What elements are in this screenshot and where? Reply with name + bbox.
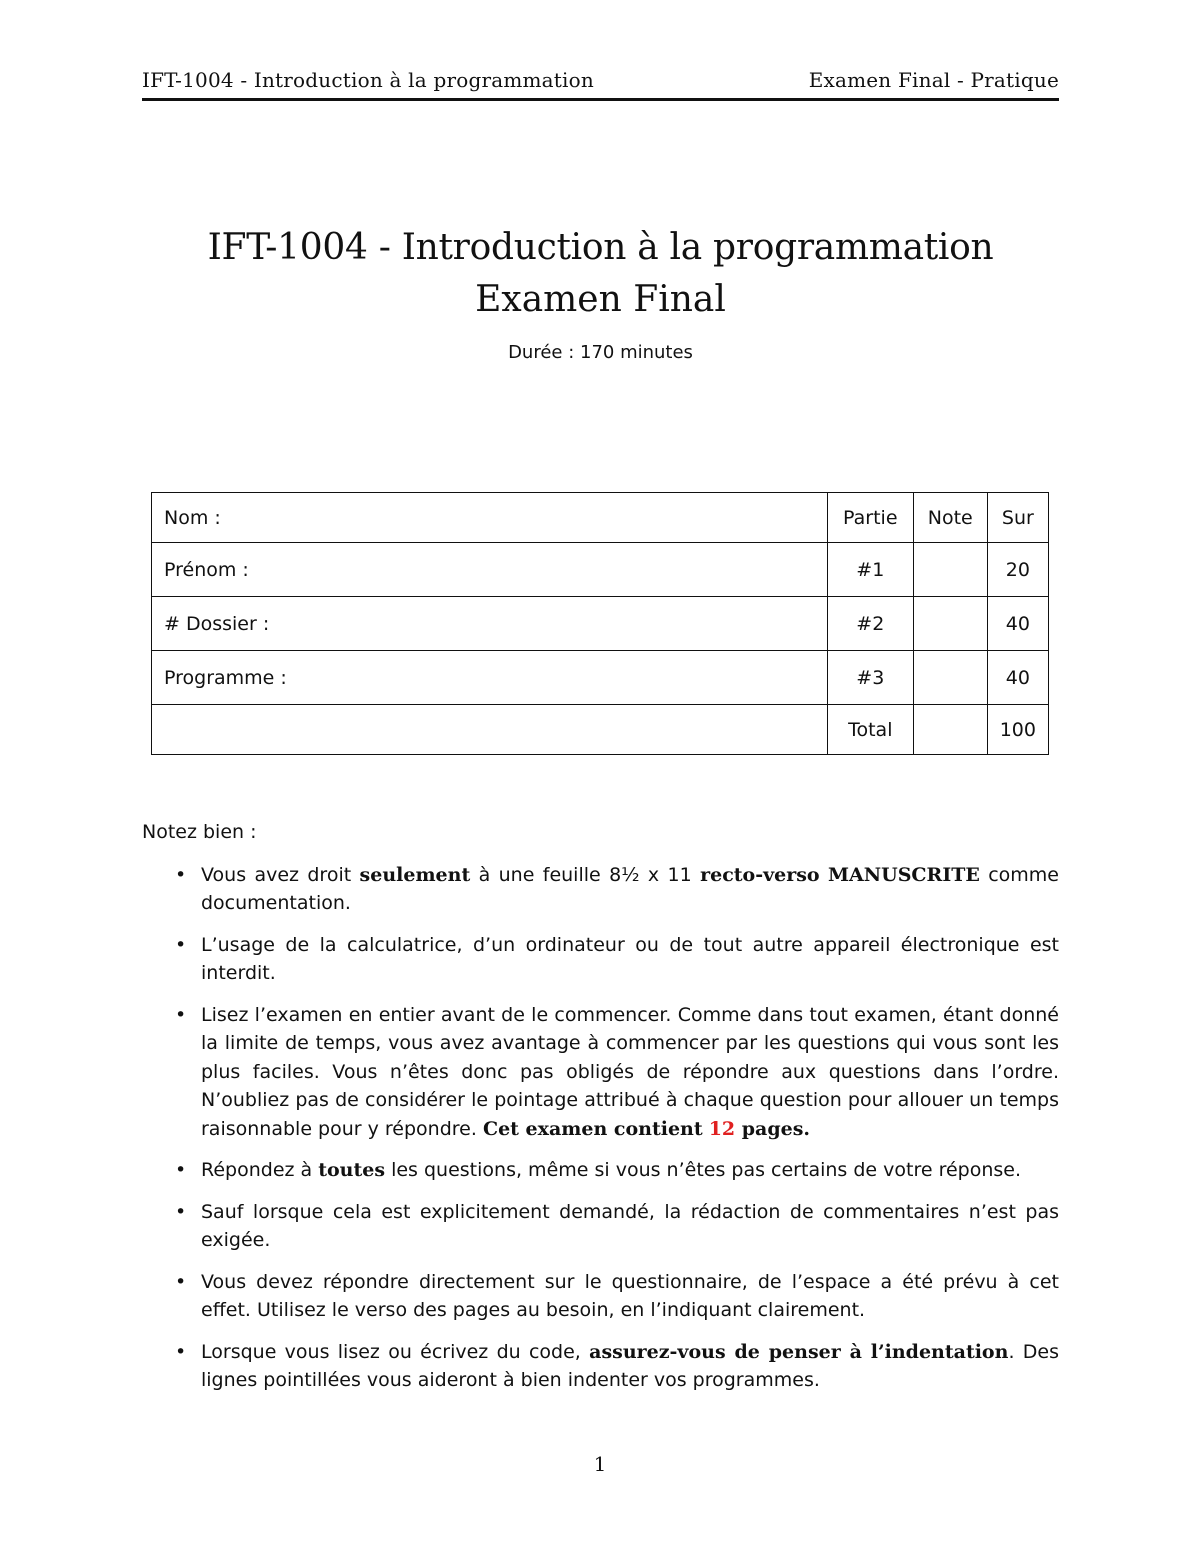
page-count: 12: [708, 1117, 736, 1140]
note-header: Note: [913, 493, 987, 543]
list-item: [142, 1156, 1059, 1185]
exam-duration: Durée : 170 minutes: [508, 342, 693, 363]
notes-heading: Notez bien :: [142, 821, 257, 843]
text-run: [820, 864, 828, 886]
text-run: comme documentation.: [201, 863, 1059, 914]
running-header: [142, 68, 1059, 101]
table-row: [152, 705, 1049, 755]
exam-title: Examen Final: [475, 279, 726, 320]
page-number: 1: [593, 1452, 607, 1476]
emphasis-text: .: [803, 1117, 811, 1140]
first-name-field[interactable]: Prénom :: [152, 543, 828, 597]
table-row: [152, 597, 1049, 651]
header-exam-label: Examen Final - Pratique: [808, 68, 1059, 92]
total-label: Total: [827, 705, 913, 755]
text-run: L’usage de la calculatrice, d’un ordinateur ou de tout autre appareil électronique est interdit.: [201, 933, 1059, 984]
table-row: [152, 493, 1049, 543]
name-field[interactable]: Nom :: [152, 493, 828, 543]
list-item: [142, 1338, 1059, 1395]
sur-cell: 20: [987, 543, 1048, 597]
course-title: IFT-1004 - Introduction à la programmation: [207, 227, 994, 268]
list-item: [142, 931, 1059, 988]
list-item: [142, 1268, 1059, 1325]
emphasis-text: assurez-vous de penser à l’indentation: [589, 1340, 1009, 1363]
text-run: les questions, même si vous n’êtes pas certains de votre réponse.: [385, 1159, 1022, 1181]
text-run: Lisez l’examen en entier avant de le commencer. Comme dans tout examen, étant donné la limite de temps, vous avez avantage à commencer par les questions qui vous sont les plus faciles. Vous n’êtes donc pas obligés de répondre aux questions dans l’ordre. N’oubliez pas de considérer le pointage attribué à chaque question pour allouer un temps raisonnable pour y répondre.: [201, 1003, 1059, 1140]
emphasis-text: toutes: [318, 1159, 386, 1181]
note-cell[interactable]: [913, 597, 987, 651]
emphasis-text: Cet examen contient: [482, 1117, 703, 1140]
partie-cell: #1: [827, 543, 913, 597]
emphasis-text: MANUSCRITE: [827, 863, 980, 886]
total-sur-cell: 100: [987, 705, 1048, 755]
list-item: [142, 1001, 1059, 1144]
program-field[interactable]: Programme :: [152, 651, 828, 705]
table-row: [152, 651, 1049, 705]
text-run: Vous devez répondre directement sur le questionnaire, de l’espace a été prévu à cet effet. Utilisez le verso des pages au besoin, en l’indiquant clairement.: [201, 1270, 1059, 1321]
sur-cell: 40: [987, 597, 1048, 651]
partie-cell: #2: [827, 597, 913, 651]
partie-header: Partie: [827, 493, 913, 543]
instruction-list: [142, 861, 1059, 1395]
blank-cell: [152, 705, 828, 755]
sur-header: Sur: [987, 493, 1048, 543]
table-row: [152, 543, 1049, 597]
text-run: Répondez à: [201, 1159, 319, 1181]
list-item: [142, 861, 1059, 918]
text-run: à une feuille 8½ x 11: [470, 863, 701, 886]
note-cell[interactable]: [913, 651, 987, 705]
total-note-cell[interactable]: [913, 705, 987, 755]
note-cell[interactable]: [913, 543, 987, 597]
file-number-field[interactable]: # Dossier :: [152, 597, 828, 651]
partie-cell: #3: [827, 651, 913, 705]
text-run: . Des lignes pointillées vous aideront à bien indenter vos programmes.: [201, 1340, 1059, 1391]
text-run: Lorsque vous lisez ou écrivez du code,: [201, 1340, 590, 1363]
sur-cell: 40: [987, 651, 1048, 705]
list-item: [142, 1198, 1059, 1255]
student-info-table: [151, 492, 1049, 755]
emphasis-text: recto-verso: [700, 863, 820, 886]
text-run: Vous avez droit: [201, 863, 360, 886]
title-block: [142, 222, 1059, 363]
emphasis-text: pages: [735, 1117, 804, 1140]
emphasis-text: seulement: [359, 863, 471, 886]
instructions: [142, 818, 1059, 1408]
text-run: Sauf lorsque cela est explicitement demandé, la rédaction de commentaires n’est pas exigée.: [201, 1200, 1059, 1251]
header-course-title: IFT-1004 - Introduction à la programmation: [142, 68, 594, 92]
